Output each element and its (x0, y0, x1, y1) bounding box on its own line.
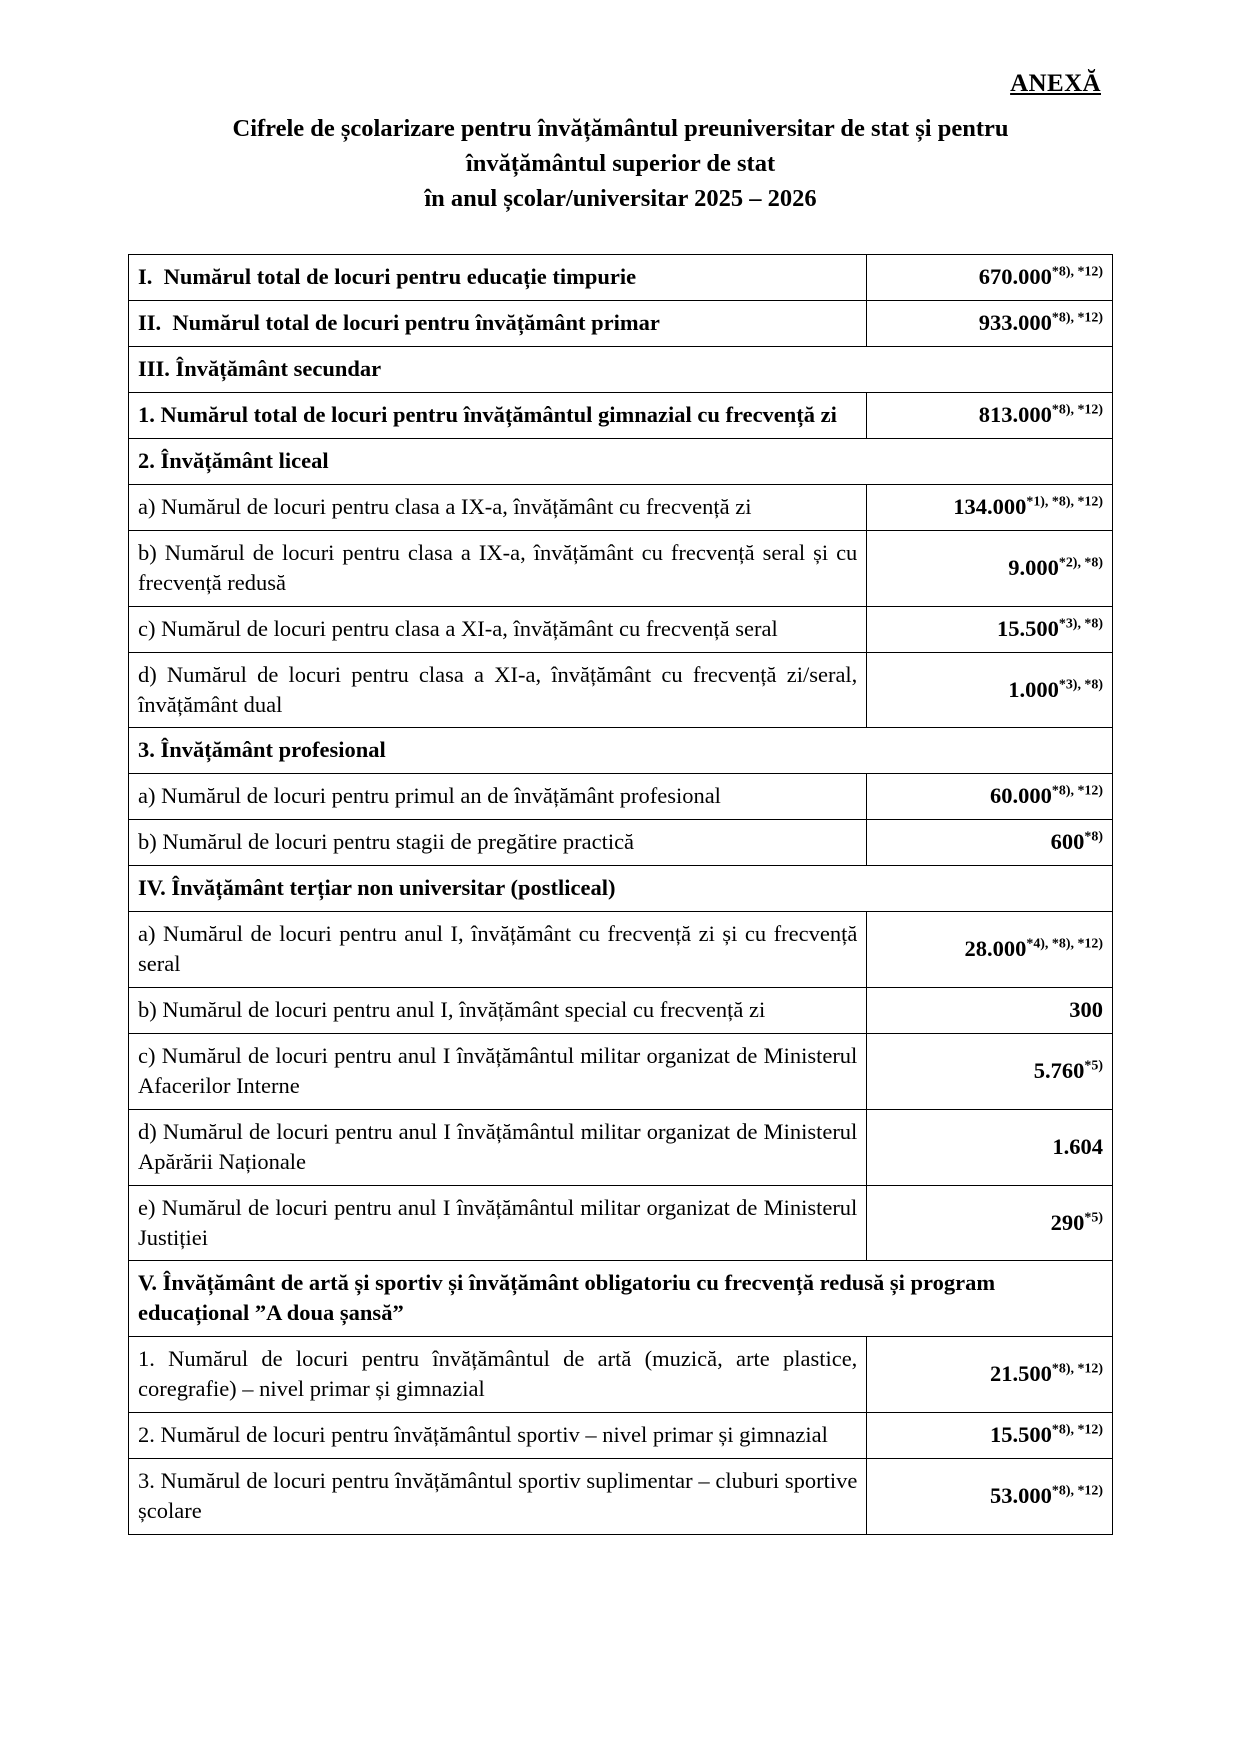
row-label-text: a) Numărul de locuri pentru clasa a IX-a, învățământ cu frecvență zi (138, 493, 752, 519)
row-value-cell (867, 820, 1113, 866)
table-row (129, 1413, 1113, 1459)
row-label-cell (129, 393, 867, 439)
row-value-cell (867, 393, 1113, 439)
row-label-cell (129, 1337, 867, 1413)
table-row (129, 393, 1113, 439)
row-value-number: 5.760 (1033, 1057, 1085, 1083)
row-label-cell (129, 1033, 867, 1109)
row-label-cell (129, 530, 867, 606)
row-value-footnote: *8), *12) (1051, 1483, 1103, 1499)
schooling-figures-table (128, 254, 1113, 1535)
row-value-number: 15.500 (996, 615, 1059, 641)
title-line-1: Cifrele de școlarizare pentru învățământul preuniversitar de stat și pentru (232, 115, 1009, 142)
row-value-footnote: *8), *12) (1051, 1361, 1103, 1377)
section-heading-cell (129, 866, 1113, 912)
section-heading-cell (129, 728, 1113, 774)
row-label-text: Numărul total de locuri pentru educație timpurie (163, 264, 637, 290)
row-value-number: 670.000 (978, 264, 1052, 290)
annex-label: ANEXĂ (1010, 70, 1101, 97)
row-label-cell (129, 484, 867, 530)
row-label-text: c) Numărul de locuri pentru clasa a XI-a, învățământ cu frecvență seral (138, 615, 778, 641)
table-row (129, 1185, 1113, 1261)
row-value-cell (867, 1337, 1113, 1413)
row-value-footnote: *8), *12) (1051, 783, 1103, 799)
row-value-cell (867, 774, 1113, 820)
row-value-footnote: *8), *12) (1051, 402, 1103, 418)
table-row (129, 820, 1113, 866)
section-heading-label: V. Învățământ de artă și sportiv și învățământ obligatoriu cu frecvență redusă și program educațional ”A doua șansă” (138, 1270, 996, 1326)
table-row (129, 774, 1113, 820)
row-label-prefix: II. (138, 310, 162, 336)
row-label-text: d) Numărul de locuri pentru anul I învățământul militar organizat de Ministerul Apărării Naționale (138, 1118, 858, 1174)
row-value-number: 1.604 (1052, 1133, 1103, 1159)
section-heading-label: III. Învățământ secundar (138, 356, 382, 382)
table-row (129, 988, 1113, 1034)
row-label-cell (129, 301, 867, 347)
row-label-text: c) Numărul de locuri pentru anul I învățământul militar organizat de Ministerul Afacerilor Interne (138, 1042, 858, 1098)
row-value-footnote: *8), *12) (1051, 1422, 1103, 1438)
row-label-cell (129, 606, 867, 652)
row-label-text: e) Numărul de locuri pentru anul I învățământul militar organizat de Ministerul Justiției (138, 1194, 858, 1250)
row-value-number: 28.000 (964, 936, 1027, 962)
row-value-cell (867, 255, 1113, 301)
row-value-cell (867, 484, 1113, 530)
table-row (129, 484, 1113, 530)
row-value-footnote: *1), *8), *12) (1026, 494, 1103, 510)
row-value-number: 15.500 (990, 1422, 1052, 1448)
table-row (129, 439, 1113, 485)
section-heading-cell (129, 439, 1113, 485)
section-heading-cell (129, 347, 1113, 393)
row-value-cell (867, 988, 1113, 1034)
row-value-number: 60.000 (990, 783, 1052, 809)
row-value-footnote: *2), *8) (1058, 555, 1103, 571)
row-label-text: 3. Numărul de locuri pentru învățământul sportiv suplimentar – cluburi sportive școlare (138, 1468, 858, 1523)
page-title (146, 112, 1095, 216)
table-row (129, 1033, 1113, 1109)
row-value-number: 53.000 (990, 1483, 1052, 1509)
table-row (129, 255, 1113, 301)
row-label-text: Numărul total de locuri pentru învățământ primar (172, 310, 660, 336)
table-row (129, 347, 1113, 393)
row-label-prefix: I. (138, 264, 153, 290)
row-label-text: 1. Numărul total de locuri pentru învățământul gimnazial cu frecvență zi (138, 402, 837, 428)
row-value-number: 813.000 (978, 402, 1052, 428)
row-value-number: 290 (1050, 1209, 1085, 1235)
row-value-number: 134.000 (953, 493, 1027, 519)
section-heading-label: IV. Învățământ terțiar non universitar (postliceal) (138, 875, 616, 901)
table-row (129, 728, 1113, 774)
row-label-cell (129, 820, 867, 866)
row-label-text: a) Numărul de locuri pentru anul I, învățământ cu frecvență zi și cu frecvență seral (138, 921, 858, 977)
section-heading-label: 3. Învățământ profesional (138, 737, 386, 763)
row-value-number: 1.000 (1008, 676, 1059, 702)
table-row (129, 1337, 1113, 1413)
table-row (129, 1261, 1113, 1337)
row-value-number: 933.000 (978, 310, 1052, 336)
row-value-number: 9.000 (1008, 554, 1059, 580)
row-value-footnote: *8), *12) (1051, 264, 1103, 280)
row-label-cell (129, 1185, 867, 1261)
row-value-cell (867, 1459, 1113, 1535)
table-row (129, 530, 1113, 606)
row-label-cell (129, 1109, 867, 1185)
title-line-2: învățământul superior de stat (465, 149, 776, 177)
table-row (129, 1109, 1113, 1185)
row-value-cell (867, 652, 1113, 728)
row-value-cell (867, 1033, 1113, 1109)
row-label-cell (129, 1459, 867, 1535)
table-row (129, 1459, 1113, 1535)
row-value-footnote: *5) (1084, 1058, 1103, 1074)
row-label-cell (129, 255, 867, 301)
title-line-3: în anul școlar/universitar 2025 – 2026 (424, 184, 817, 212)
row-label-text: d) Numărul de locuri pentru clasa a XI-a, învățământ cu frecvență zi/seral, învățământ dual (138, 661, 858, 717)
table-row (129, 652, 1113, 728)
row-value-cell (867, 1109, 1113, 1185)
row-label-cell (129, 988, 867, 1034)
row-label-cell (129, 652, 867, 728)
row-value-cell (867, 1413, 1113, 1459)
row-value-cell (867, 301, 1113, 347)
row-value-number: 600 (1050, 829, 1085, 855)
row-label-text: b) Numărul de locuri pentru stagii de pregătire practică (138, 829, 635, 855)
row-value-footnote: *3), *8) (1058, 677, 1103, 693)
table-row (129, 301, 1113, 347)
row-label-text: b) Numărul de locuri pentru clasa a IX-a, învățământ cu frecvență seral și cu frecvență redusă (138, 539, 858, 595)
row-value-cell (867, 1185, 1113, 1261)
row-label-cell (129, 774, 867, 820)
row-value-number: 21.500 (990, 1361, 1052, 1387)
row-value-footnote: *5) (1084, 1210, 1103, 1226)
table-row (129, 866, 1113, 912)
row-value-cell (867, 606, 1113, 652)
row-label-text: 1. Numărul de locuri pentru învățământul de artă (muzică, arte plastice, coregrafie) – nivel primar și gimnazial (138, 1346, 858, 1402)
row-label-text: a) Numărul de locuri pentru primul an de învățământ profesional (138, 783, 721, 809)
row-label-text: 2. Numărul de locuri pentru învățământul sportiv – nivel primar și gimnazial (138, 1422, 828, 1448)
table-row (129, 912, 1113, 988)
row-value-footnote: *4), *8), *12) (1026, 936, 1103, 952)
row-value-footnote: *8) (1084, 829, 1103, 845)
section-heading-cell (129, 1261, 1113, 1337)
row-value-number: 300 (1069, 997, 1103, 1023)
row-value-footnote: *3), *8) (1058, 616, 1103, 632)
row-label-text: b) Numărul de locuri pentru anul I, învățământ special cu frecvență zi (138, 997, 766, 1023)
row-label-cell (129, 1413, 867, 1459)
row-value-cell (867, 530, 1113, 606)
row-value-footnote: *8), *12) (1051, 310, 1103, 326)
row-label-cell (129, 912, 867, 988)
section-heading-label: 2. Învățământ liceal (138, 448, 329, 474)
row-value-cell (867, 912, 1113, 988)
table-row (129, 606, 1113, 652)
